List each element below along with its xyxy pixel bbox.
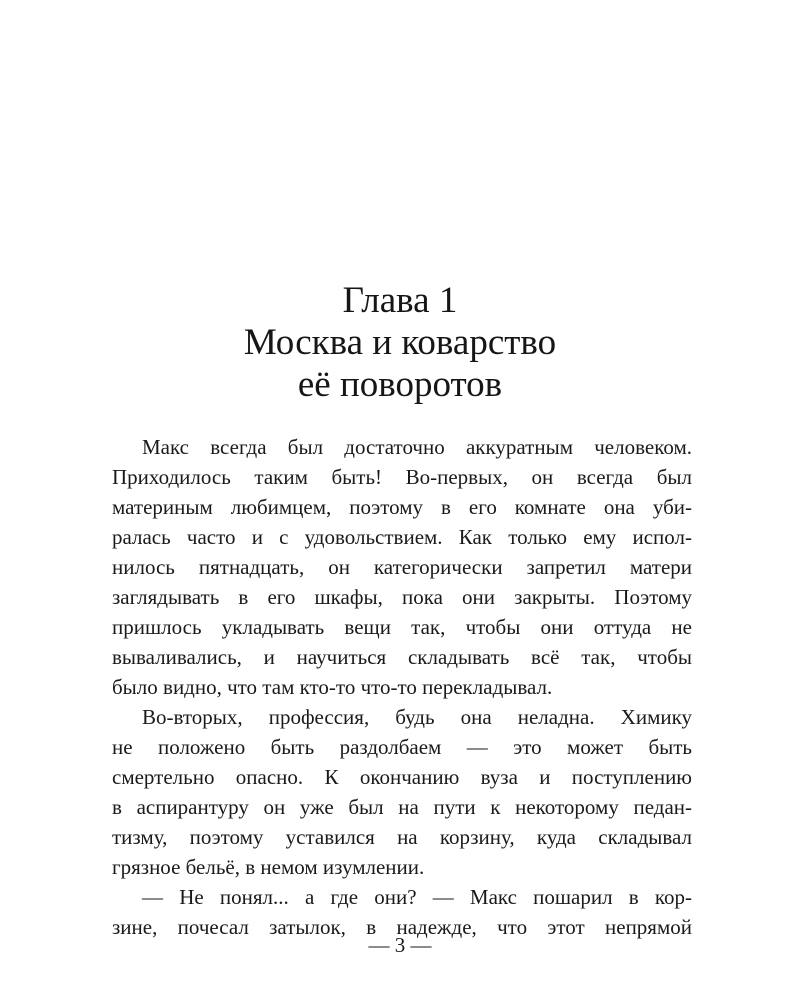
text-line: материным любимцем, поэтому в его комнате она уби- [112, 495, 692, 519]
text-line: было видно, что там кто-то что-то перекладывал. [112, 675, 553, 699]
text-line: нилось пятнадцать, он категорически запретил матери [112, 555, 692, 579]
text-line: зине, почесал затылок, в надежде, что этот непрямой [112, 915, 692, 939]
chapter-number: Глава 1 [342, 280, 458, 321]
chapter-title-line-2: её поворотов [297, 364, 503, 405]
text-line: заглядывать в его шкафы, пока они закрыты. Поэтому [112, 585, 692, 609]
body-text [112, 432, 692, 942]
text-line: не положено быть раздолбаем — это может быть [112, 735, 692, 759]
text-line: в аспирантуру он уже был на пути к некоторому педан- [112, 795, 692, 819]
text-line: Макс всегда был достаточно аккуратным человеком. [142, 435, 692, 459]
chapter-title-line-1: Москва и коварство [243, 322, 557, 363]
text-line: грязное бельё, в немом изумлении. [112, 855, 425, 879]
text-line: тизму, поэтому уставился на корзину, куда складывал [112, 825, 692, 849]
text-line: Во-вторых, профессия, будь она неладна. Химику [142, 705, 692, 729]
page-number: — 3 — [368, 933, 432, 957]
text-line: смертельно опасно. К окончанию вуза и поступлению [112, 765, 692, 789]
text-line: Приходилось таким быть! Во-первых, он всегда был [112, 465, 692, 489]
text-line: — Не понял... а где они? — Макс пошарил в кор- [142, 885, 692, 909]
text-line: ралась часто и с удовольствием. Как только ему испол- [112, 525, 692, 549]
text-line: пришлось укладывать вещи так, чтобы они оттуда не [112, 615, 692, 639]
chapter-heading [0, 280, 800, 406]
text-line: вываливались, и научиться складывать всё так, чтобы [112, 645, 692, 669]
